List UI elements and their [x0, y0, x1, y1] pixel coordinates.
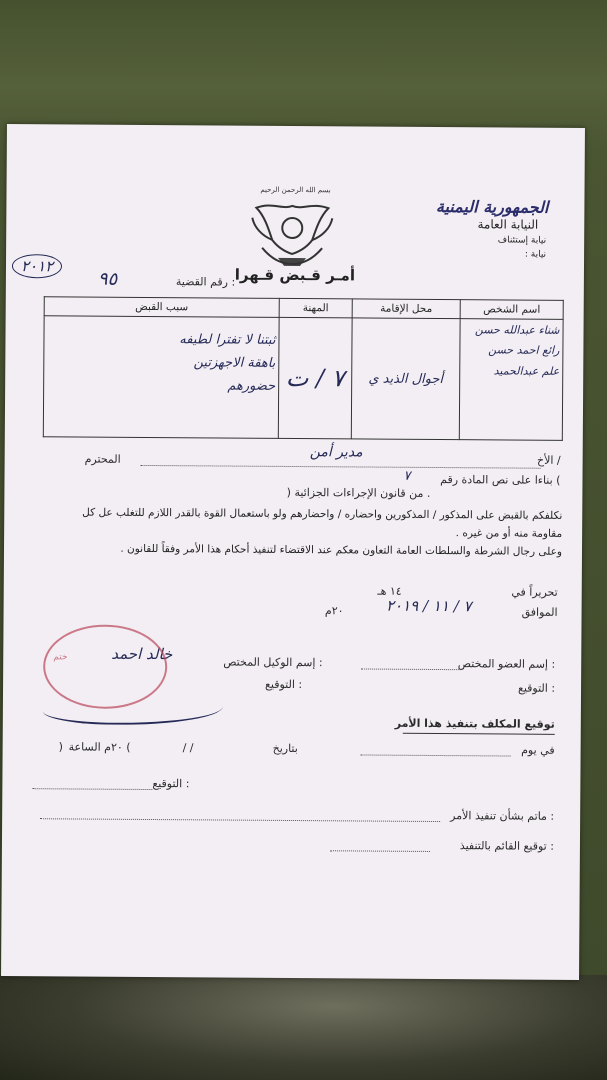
sign2-label: التوقيع : — [152, 777, 190, 791]
sign2-line — [32, 788, 152, 790]
col-header-residence: محل الإقامة — [352, 299, 460, 319]
instruction-2: مقاومة منه أو من غيره . — [455, 527, 563, 540]
instruction-1: نكلفكم بالقبض على المذكور / المذكورين واحضاره / واحضارهم ولو باستعمال القوة بالقدر اللازم للتغلب عل كل — [82, 506, 563, 522]
country-name: الجمهورية اليمنية — [435, 196, 549, 217]
member-sign-label: التوقيع : — [517, 681, 556, 695]
article-number: ٧ — [403, 468, 411, 484]
name-2: رائع احمد حسن — [488, 343, 560, 358]
cell-residence: أجوال الذيد ي — [351, 318, 460, 440]
case-number-label: رقم القضية : — [175, 275, 236, 289]
executor-line — [330, 850, 430, 852]
hour-label: ٢٠م الساعة ( — [68, 740, 131, 754]
reason-1: ثبتنا لا تفترا لطيفه — [179, 332, 276, 348]
done-label: ماتم بشأن تنفيذ الأمر : — [450, 809, 555, 823]
col-header-reason: سبب القبض — [44, 297, 279, 318]
arrest-warrant-document — [1, 124, 585, 980]
brother-value: مدير أمن — [309, 444, 363, 461]
agent-label: إسم الوكيل المختص : — [223, 655, 323, 670]
document-title: أمـر قـبض قـهرا — [234, 265, 356, 285]
cell-reason — [43, 316, 279, 439]
stamp-label: ختم — [53, 652, 68, 663]
respected-label: المحترم — [84, 452, 121, 466]
name-1: شناء عبدالله حسن — [474, 323, 560, 337]
date-fill: / / — [182, 741, 194, 755]
case-number-value: ٩٥ — [97, 268, 118, 290]
reason-3: حضورهم — [227, 378, 276, 394]
cell-names — [459, 319, 563, 441]
done-line — [40, 818, 440, 822]
brother-line — [141, 465, 541, 469]
authority-name: النيابة العامة — [477, 217, 539, 232]
case-year-value: ٢٠١٢ — [12, 254, 62, 278]
written-on-label: تحريراً في — [511, 585, 558, 599]
arrest-table — [43, 296, 564, 441]
member-line — [361, 668, 461, 670]
reason-2: باهقة الاجهزتين — [193, 355, 276, 371]
signature-scribble — [43, 692, 223, 725]
hour-close: ) — [58, 740, 63, 754]
col-header-profession: المهنة — [279, 298, 352, 318]
member-label: إسم العضو المختص : — [457, 657, 556, 671]
law-name: ) من قانون الإجراءات الجزائية . — [286, 485, 431, 500]
eagle-emblem-icon — [242, 185, 343, 279]
date-label: بتاريخ — [272, 741, 298, 756]
agent-name: خالد احمد — [111, 644, 173, 664]
cell-profession: ٧ / ت — [278, 317, 352, 439]
col-header-name: اسم الشخص — [460, 300, 563, 320]
appeal-prosecution-label: نيابة إستئناف — [497, 235, 547, 246]
day-label: في يوم — [521, 743, 555, 757]
corresponding-label: الموافق — [521, 605, 558, 619]
assignee-underline — [403, 733, 555, 735]
agent-sign-label: التوقيع : — [265, 677, 303, 692]
day-line — [361, 754, 511, 756]
brother-label: الأخ / — [536, 453, 561, 467]
hijri-date: ١٤ هـ — [377, 584, 402, 598]
assignee-label: توقيع المكلف بتنفيذ هذا الأمر — [394, 716, 555, 731]
prosecution-label: نيابة : — [524, 249, 547, 260]
gregorian-suffix: ٢٠م — [324, 604, 344, 618]
table-row — [43, 316, 563, 441]
instruction-3: وعلى رجال الشرطة والسلطات العامة التعاون معكم عند الاقتضاء لتنفيذ أحكام هذا الأمر وفقاً للقانون . — [120, 542, 563, 558]
basmala: بسم الله الرحمن الرحيم — [260, 185, 331, 195]
background-shadow — [0, 975, 607, 1080]
name-3: علم عبدالحميد — [493, 363, 560, 378]
based-on-label: بناءا على نص المادة رقم ( — [440, 473, 561, 487]
gregorian-date: ٧ / ١١ / ٢٠١٩ — [385, 596, 472, 616]
executor-label: توقيع القائم بالتنفيذ : — [459, 839, 554, 853]
